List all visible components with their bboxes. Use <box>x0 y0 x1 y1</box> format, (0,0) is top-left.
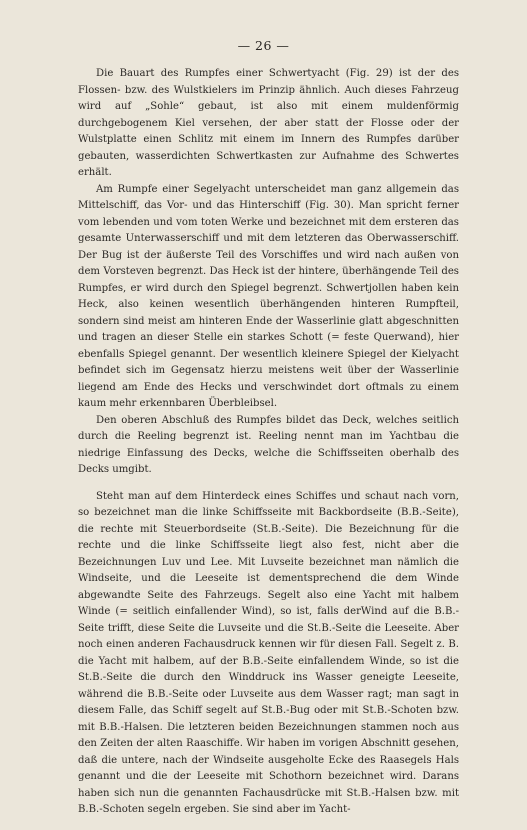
paragraph-backbord-steuerbord: Steht man auf dem Hinterdeck eines Schiffes und schaut nach vorn, so bezeichnet man die linke Schiffsseite mit Backbordseite (B.B.-Seite), die rechte mit Steuerbordseite (St.B.-Seite). Die Bezeichnung für die rechte und die linke Schiffsseite liegt also fest, nicht aber die Bezeichnungen Luv und Lee. Mit Luvseite bezeichnet man nämlich die Windseite, und die Leeseite ist dementsprechend die dem Winde abgewandte Seite des Fahrzeugs. Segelt also eine Yacht mit halbem Winde (= seitlich einfallender Wind), so ist, falls derWind auf die B.B.-Seite trifft, diese Seite die Luvseite und die St.B.-Seite die Leeseite. Aber noch einen anderen Fachausdruck kennen wir für diesen Fall. Segelt z. B. die Yacht mit halbem, auf der B.B.-Seite einfallendem Winde, so ist die St.B.-Seite die durch den Winddruck ins Wasser geneigte Leeseite, während die B.B.-Seite oder Luvseite aus dem Wasser ragt; man sagt in diesem Falle, das Schiff segelt auf St.B.-Bug oder mit St.B.-Schoten bzw. mit B.B.-Halsen. Die letzteren beiden Bezeichnungen stammen noch aus den Zeiten der alten Raaschiffe. Wir haben im vorigen Abschnitt gesehen, daß die untere, nach der Windseite ausgeholte Ecke des Raasegels Hals genannt und die der Leeseite mit Schothorn bezeichnet wird. Darans haben sich nun die genannten Fachausdrücke mit St.B.-Halsen bzw. mit B.B.-Schoten segeln ergeben. Sie sind aber im Yacht- <box>78 490 459 815</box>
paragraph-deck-reeling: Den oberen Abschluß des Rumpfes bildet das Deck, welches seitlich durch die Reeling begrenzt ist. Reeling nennt man im Yachtbau die niedrige Einfassung des Decks, welche die Schiffsseiten oberhalb des Decks umgibt. <box>78 414 459 475</box>
paragraph-rumpf-teile: Am Rumpfe einer Segelyacht unterscheidet man ganz allgemein das Mittelschiff, das Vor- und das Hinterschiff (Fig. 30). Man spricht ferner vom lebenden und vom toten Werke und bezeichnet mit dem ersteren das gesamte Unterwasserschiff und mit dem letzteren das Oberwasserschiff. Der Bug ist der äußerste Teil des Vorschiffes und wird nach außen von dem Vorsteven begrenzt. Das Heck ist der hintere, überhängende Teil des Rumpfes, er wird durch den Spiegel begrenzt. Schwertjollen haben kein Heck, also keinen wesentlich überhängenden hinteren Rumpfteil, sondern sind meist am hinteren Ende der Wasserlinie glatt abgeschnitten und tragen an dieser Stelle ein starkes Schott (= feste Querwand), hier ebenfalls Spiegel genannt. Der wesentlich kleinere Spiegel der Kielyacht befindet sich im Gegensatz hierzu meistens weit über der Wasserlinie liegend am Ende des Hecks und verschwindet dort oftmals zu einem kaum mehr erkennbaren Überbleibsel. <box>78 183 459 409</box>
page-number: — 26 — <box>237 38 290 53</box>
body-text <box>78 66 459 819</box>
paragraph-schwertyacht: Die Bauart des Rumpfes einer Schwertyacht (Fig. 29) ist der des Flossen- bzw. des Wulstkielers im Prinzip ähnlich. Auch dieses Fahrzeug wird auf „Sohle“ gebaut, ist also mit einem muldenförmig durchgebogenem Kiel versehen, der aber statt der Flosse oder der Wulstplatte einen Schlitz mit einem im Innern des Rumpfes darüber gebauten, wasserdichten Schwertkasten zur Aufnahme des Schwertes erhält. <box>78 68 459 178</box>
